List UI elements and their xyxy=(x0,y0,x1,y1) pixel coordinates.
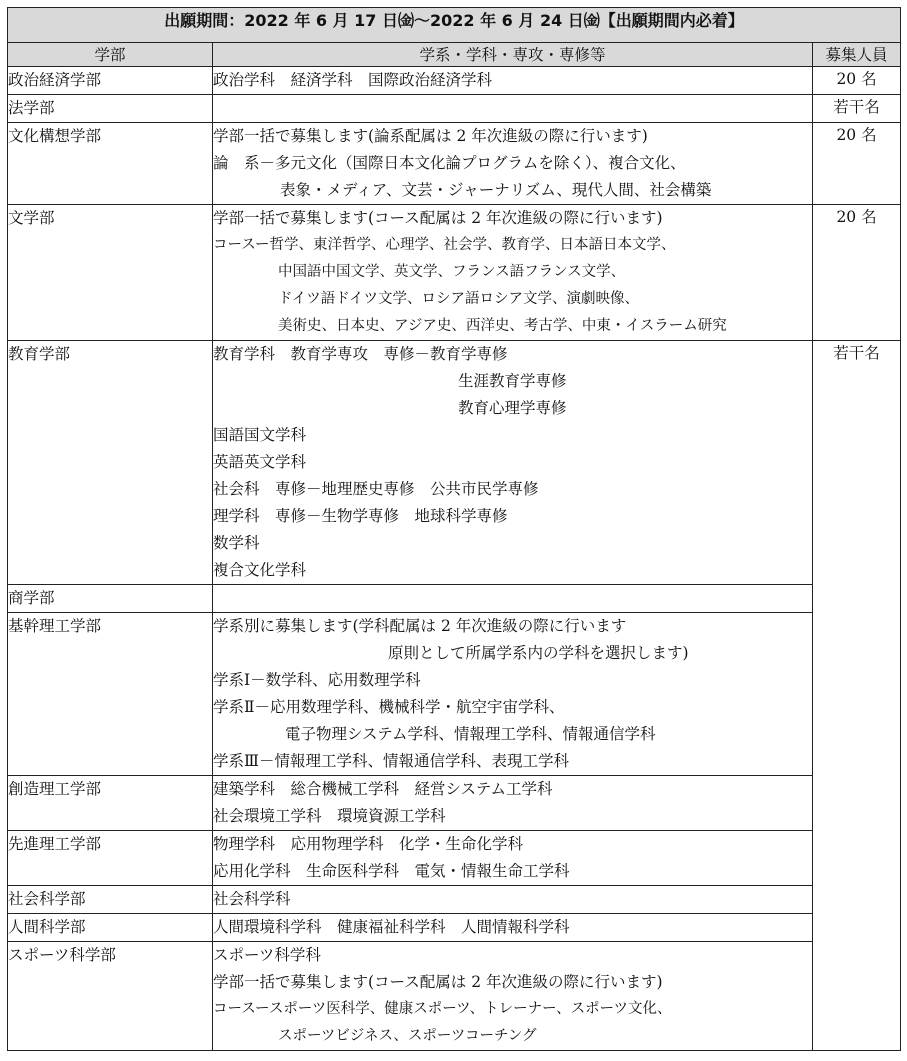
department-line: 学系Ⅲ－情報理工学科、情報通信学科、表現工学科 xyxy=(213,752,569,770)
department-line: 教育心理学専修 xyxy=(458,399,567,417)
department-line: 社会科 専修－地理歴史専修 公共市民学専修 xyxy=(213,480,539,498)
department-line xyxy=(213,585,812,612)
department-line: 原則として所属学系内の学科を選択します) xyxy=(388,644,689,662)
department-line: コースー哲学、東洋哲学、心理学、社会学、教育学、日本語日本文学、 xyxy=(213,237,676,253)
department-line: 学系Ⅰ－数学科、応用数理学科 xyxy=(213,671,421,689)
table-row xyxy=(8,585,901,613)
faculty-name: 先進理工学部 xyxy=(8,835,102,853)
department-line: 電子物理システム学科、情報理工学科、情報通信学科 xyxy=(285,725,656,743)
table-row xyxy=(8,341,901,585)
table-row xyxy=(8,67,901,95)
department-line: 社会科学科 xyxy=(213,890,291,908)
faculty-name: 基幹理工学部 xyxy=(8,617,102,635)
department-line: コースースポーツ医科学、健康スポーツ、トレーナー、スポーツ文化、 xyxy=(213,1001,672,1017)
department-line: 数学科 xyxy=(213,534,260,552)
department-line: 政治学科 経済学科 国際政治経済学科 xyxy=(213,71,493,89)
recruitment-table xyxy=(7,7,901,1051)
faculty-name: 法学部 xyxy=(8,99,55,117)
department-line xyxy=(213,95,812,122)
table-row xyxy=(8,942,901,1051)
department-line: スポーツビジネス、スポーツコーチング xyxy=(278,1028,537,1044)
capacity-cell: 若干名 xyxy=(813,95,901,123)
table-row xyxy=(8,914,901,942)
table-row xyxy=(8,831,901,886)
faculty-name: 人間科学部 xyxy=(8,918,86,936)
capacity-cell: 20 名 xyxy=(813,123,901,205)
faculty-name: 文化構想学部 xyxy=(8,127,102,145)
department-line: 論 系－多元文化（国際日本文化論プログラムを除く）、複合文化、 xyxy=(213,154,686,172)
table-row xyxy=(8,123,901,205)
department-line: 学部一括で募集します(コース配属は 2 年次進級の際に行います) xyxy=(213,973,663,991)
faculty-name: 教育学部 xyxy=(8,345,71,363)
department-line: 物理学科 応用物理学科 化学・生命化学科 xyxy=(213,835,524,853)
application-period-title: 出願期間：2022 年 6 月 17 日㈮～2022 年 6 月 24 日㈮【出願期間内必着】 xyxy=(8,8,901,43)
department-line: スポーツ科学科 xyxy=(213,946,321,964)
department-line: 英語英文学科 xyxy=(213,453,307,471)
faculty-name: 政治経済学部 xyxy=(8,71,102,89)
department-line: 中国語中国文学、英文学、フランス語フランス文学、 xyxy=(278,264,626,280)
department-line: 建築学科 総合機械工学科 経営システム工学科 xyxy=(213,780,553,798)
faculty-name: 社会科学部 xyxy=(8,890,86,908)
table-row xyxy=(8,95,901,123)
department-line: 教育学科 教育学専攻 専修－教育学専修 xyxy=(213,345,508,363)
faculty-name: スポーツ科学部 xyxy=(8,946,116,964)
department-line: 理学科 専修－生物学専修 地球科学専修 xyxy=(213,507,508,525)
department-line: 人間環境科学科 健康福祉科学科 人間情報科学科 xyxy=(213,918,570,936)
department-line: 応用化学科 生命医科学科 電気・情報生命工学科 xyxy=(213,862,570,880)
header-faculty: 学部 xyxy=(8,43,213,67)
department-line: 学系Ⅱ－応用数理学科、機械科学・航空宇宙学科、 xyxy=(213,698,565,716)
header-capacity: 募集人員 xyxy=(813,43,901,67)
faculty-name: 創造理工学部 xyxy=(8,780,102,798)
table-row xyxy=(8,613,901,776)
faculty-name: 文学部 xyxy=(8,209,55,227)
capacity-cell: 20 名 xyxy=(813,205,901,341)
department-line: 国語国文学科 xyxy=(213,426,307,444)
department-line: 学系別に募集します(学科配属は 2 年次進級の際に行います xyxy=(213,617,627,635)
department-line: 表象・メディア、文芸・ジャーナリズム、現代人間、社会構築 xyxy=(280,181,712,199)
department-line: 学部一括で募集します(コース配属は 2 年次進級の際に行います) xyxy=(213,209,663,227)
department-line: ドイツ語ドイツ文学、ロシア語ロシア文学、演劇映像、 xyxy=(278,291,640,307)
table-row xyxy=(8,776,901,831)
faculty-name: 商学部 xyxy=(8,589,55,607)
department-line: 美術史、日本史、アジア史、西洋史、考古学、中東・イスラーム研究 xyxy=(278,318,727,334)
shared-capacity-cell: 若干名 xyxy=(813,341,901,1051)
department-line: 生涯教育学専修 xyxy=(458,372,567,390)
header-departments: 学系・学科・専攻・専修等 xyxy=(213,43,813,67)
table-row xyxy=(8,886,901,914)
department-line: 学部一括で募集します(論系配属は 2 年次進級の際に行います) xyxy=(213,127,648,145)
department-line: 複合文化学科 xyxy=(213,561,307,579)
department-line: 社会環境工学科 環境資源工学科 xyxy=(213,807,446,825)
capacity-cell: 20 名 xyxy=(813,67,901,95)
table-row xyxy=(8,205,901,341)
